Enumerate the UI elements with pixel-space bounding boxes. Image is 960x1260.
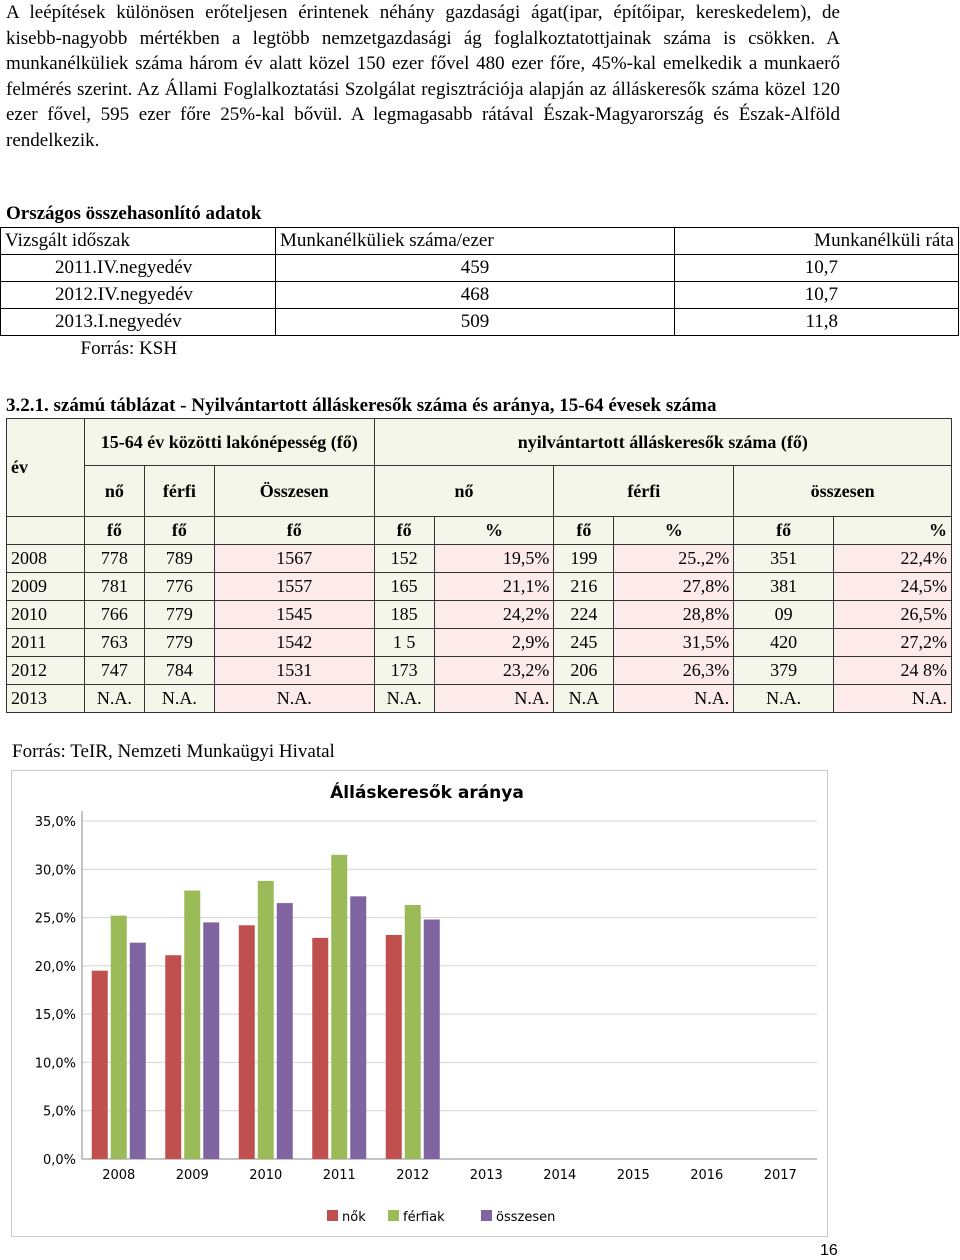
unit-cell: fő xyxy=(84,517,144,545)
rate-cell: 11,8 xyxy=(675,309,959,336)
unemployed-cell: 459 xyxy=(276,255,675,282)
bar-férfiak xyxy=(331,855,347,1159)
bar-nők xyxy=(312,938,328,1159)
value-cell: 224 xyxy=(554,601,614,629)
y-tick-label: 15,0% xyxy=(34,1008,76,1024)
legend-swatch xyxy=(327,1210,338,1221)
value-cell: 22,4% xyxy=(834,545,952,573)
t2-header-row-2 xyxy=(7,466,952,517)
value-cell: N.A. xyxy=(734,685,834,713)
legend-swatch xyxy=(388,1210,399,1221)
y-tick-label: 25,0% xyxy=(34,911,76,927)
bar-férfiak xyxy=(111,916,127,1159)
value-cell: 26,3% xyxy=(614,657,734,685)
bar-összesen xyxy=(350,896,366,1159)
intro-text xyxy=(6,0,840,154)
x-tick-label: 2008 xyxy=(102,1168,136,1183)
t2-header-row-1 xyxy=(7,419,952,466)
value-cell: 776 xyxy=(144,573,214,601)
bar-összesen xyxy=(424,920,440,1159)
value-cell: N.A. xyxy=(434,685,554,713)
table2-source: Forrás: TeIR, Nemzeti Munkaügyi Hivatal xyxy=(12,741,335,762)
unit-cell: fő xyxy=(144,517,214,545)
y-tick-label: 10,0% xyxy=(34,1056,76,1072)
value-cell: 379 xyxy=(734,657,834,685)
sub-header-total: Összesen xyxy=(214,466,374,517)
value-cell: 779 xyxy=(144,601,214,629)
y-tick-label: 30,0% xyxy=(34,863,76,879)
value-cell: 28,8% xyxy=(614,601,734,629)
value-cell: 26,5% xyxy=(834,601,952,629)
x-tick-label: 2010 xyxy=(249,1168,283,1183)
y-tick-label: 0,0% xyxy=(42,1153,76,1168)
sub-header-male-jobseekers: férfi xyxy=(554,466,734,517)
chart-title: Álláskeresők aránya xyxy=(330,783,524,803)
year-cell: 2012 xyxy=(7,657,85,685)
national-row xyxy=(1,255,959,282)
value-cell: 24,2% xyxy=(434,601,554,629)
period-cell: 2012.IV.negyedév xyxy=(1,282,276,309)
bar-férfiak xyxy=(184,891,200,1159)
value-cell: 779 xyxy=(144,629,214,657)
table2-caption: 3.2.1. számú táblázat - Nyilvántartott álláskeresők száma és aránya, 15-64 évesek száma xyxy=(6,395,717,416)
year-cell: 2011 xyxy=(7,629,85,657)
value-cell: 245 xyxy=(554,629,614,657)
value-cell: 27,8% xyxy=(614,573,734,601)
value-cell: N.A. xyxy=(84,685,144,713)
population-header: 15-64 év közötti lakónépesség (fő) xyxy=(84,419,374,466)
unemployed-cell: 509 xyxy=(276,309,675,336)
x-tick-label: 2016 xyxy=(690,1168,724,1183)
value-cell: 784 xyxy=(144,657,214,685)
value-cell: N.A. xyxy=(144,685,214,713)
bar-férfiak xyxy=(258,881,274,1159)
year-cell: 2010 xyxy=(7,601,85,629)
y-tick-label: 35,0% xyxy=(34,815,76,830)
value-cell: 1531 xyxy=(214,657,374,685)
value-cell: 1545 xyxy=(214,601,374,629)
x-tick-label: 2012 xyxy=(396,1168,430,1183)
jobseekers-table xyxy=(6,418,952,713)
unemployed-cell: 468 xyxy=(276,282,675,309)
unit-cell: fő xyxy=(374,517,434,545)
rate-cell: 10,7 xyxy=(675,255,959,282)
period-cell: 2013.I.negyedév xyxy=(1,309,276,336)
value-cell: 23,2% xyxy=(434,657,554,685)
x-tick-label: 2013 xyxy=(469,1168,503,1183)
y-tick-label: 20,0% xyxy=(34,959,76,975)
value-cell: 2,9% xyxy=(434,629,554,657)
value-cell: 21,1% xyxy=(434,573,554,601)
value-cell: 1567 xyxy=(214,545,374,573)
value-cell: 24,5% xyxy=(834,573,952,601)
value-cell: 152 xyxy=(374,545,434,573)
sub-header-female: nő xyxy=(84,466,144,517)
page-number: 16 xyxy=(820,1242,838,1259)
national-title: Országos összehasonlító adatok xyxy=(6,203,262,224)
unit-cell: fő xyxy=(214,517,374,545)
value-cell: 206 xyxy=(554,657,614,685)
national-row xyxy=(1,282,959,309)
value-cell: 789 xyxy=(144,545,214,573)
unit-cell: fő xyxy=(734,517,834,545)
year-header: év xyxy=(7,419,85,517)
table-row xyxy=(7,685,952,713)
legend-label: férfiak xyxy=(403,1210,445,1225)
year-cell: 2009 xyxy=(7,573,85,601)
value-cell: 781 xyxy=(84,573,144,601)
x-tick-label: 2011 xyxy=(322,1168,356,1183)
sub-header-female-jobseekers: nő xyxy=(374,466,554,517)
year-cell: 2008 xyxy=(7,545,85,573)
header-rate: Munkanélküli ráta xyxy=(675,228,959,255)
x-tick-label: 2009 xyxy=(175,1168,209,1183)
national-source-row xyxy=(1,336,959,363)
legend-label: nők xyxy=(342,1210,366,1225)
chart-svg xyxy=(12,771,827,1236)
value-cell: 1 5 xyxy=(374,629,434,657)
unit-cell-empty xyxy=(7,517,85,545)
bar-nők xyxy=(386,935,402,1159)
jobseekers-header: nyilvántartott álláskeresők száma (fő) xyxy=(374,419,951,466)
national-header-row xyxy=(1,228,959,255)
value-cell: 173 xyxy=(374,657,434,685)
value-cell: N.A. xyxy=(834,685,952,713)
value-cell: 199 xyxy=(554,545,614,573)
bar-összesen xyxy=(130,943,146,1159)
unit-cell: % xyxy=(434,517,554,545)
x-tick-label: 2017 xyxy=(763,1168,797,1183)
t2-body xyxy=(7,545,952,713)
value-cell: 185 xyxy=(374,601,434,629)
bar-nők xyxy=(239,925,255,1159)
bar-összesen xyxy=(277,903,293,1159)
unit-cell: % xyxy=(834,517,952,545)
value-cell: 31,5% xyxy=(614,629,734,657)
header-period: Vizsgált időszak xyxy=(1,228,276,255)
t2-units-row xyxy=(7,517,952,545)
value-cell: 165 xyxy=(374,573,434,601)
national-row xyxy=(1,309,959,336)
value-cell: 766 xyxy=(84,601,144,629)
value-cell: 216 xyxy=(554,573,614,601)
legend-swatch xyxy=(481,1210,492,1221)
bar-nők xyxy=(92,971,108,1159)
sub-header-total-jobseekers: összesen xyxy=(734,466,952,517)
period-cell: 2011.IV.negyedév xyxy=(1,255,276,282)
year-cell: 2013 xyxy=(7,685,85,713)
value-cell: 381 xyxy=(734,573,834,601)
value-cell: 420 xyxy=(734,629,834,657)
bar-összesen xyxy=(203,922,219,1159)
national-source: Forrás: KSH xyxy=(80,338,178,359)
rate-cell: 10,7 xyxy=(675,282,959,309)
jobseeker-rate-chart xyxy=(11,770,828,1237)
value-cell: N.A. xyxy=(614,685,734,713)
value-cell: 19,5% xyxy=(434,545,554,573)
value-cell: 27,2% xyxy=(834,629,952,657)
unit-cell: % xyxy=(614,517,734,545)
unit-cell: fő xyxy=(554,517,614,545)
table-row xyxy=(7,545,952,573)
value-cell: N.A. xyxy=(214,685,374,713)
value-cell: 747 xyxy=(84,657,144,685)
table-row xyxy=(7,657,952,685)
x-tick-label: 2014 xyxy=(543,1168,577,1183)
value-cell: N.A. xyxy=(374,685,434,713)
value-cell: 778 xyxy=(84,545,144,573)
value-cell: 763 xyxy=(84,629,144,657)
legend-label: összesen xyxy=(496,1210,556,1225)
y-tick-label: 5,0% xyxy=(42,1104,76,1120)
value-cell: 1557 xyxy=(214,573,374,601)
header-unemployed: Munkanélküliek száma/ezer xyxy=(276,228,675,255)
value-cell: 24 8% xyxy=(834,657,952,685)
sub-header-male: férfi xyxy=(144,466,214,517)
value-cell: N.A xyxy=(554,685,614,713)
value-cell: 351 xyxy=(734,545,834,573)
intro-paragraph: A leépítések különösen erőteljesen érintenek néhány gazdasági ágat(ipar, építőipar, kereskedelem), de kisebb-nagyobb mértékben a legtöbb nemzetgazdasági ág foglalkoztatottjainak száma is csökken. A munkanélküliek száma három év alatt közel 150 ezer fővel 480 ezer főre, 45%-kal emelkedik a munkaerő felmérés szerint. Az Állami Foglalkoztatási Szolgálat regisztrációja alapján az álláskeresők száma közel 120 ezer fővel, 595 ezer főre 25%-kal bővül. A legmagasabb rátával Észak-Magyarország és Észak-Alföld rendelkezik. xyxy=(6,2,840,151)
bar-nők xyxy=(165,955,181,1159)
value-cell: 25.,2% xyxy=(614,545,734,573)
table-row xyxy=(7,629,952,657)
x-tick-label: 2015 xyxy=(616,1168,650,1183)
value-cell: 1542 xyxy=(214,629,374,657)
table-row xyxy=(7,573,952,601)
bar-férfiak xyxy=(405,905,421,1159)
national-table xyxy=(0,227,959,362)
table-row xyxy=(7,601,952,629)
value-cell: 09 xyxy=(734,601,834,629)
